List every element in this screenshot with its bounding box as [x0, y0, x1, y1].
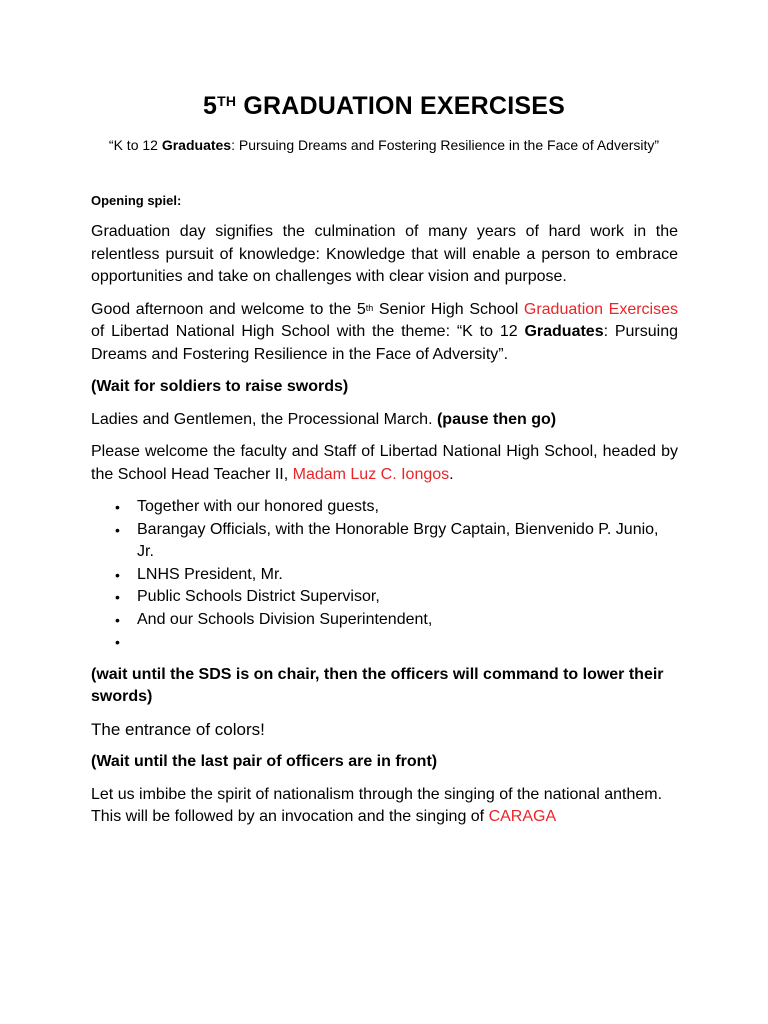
list-item: • Together with our honored guests,: [137, 496, 678, 519]
paragraph-anthem: [91, 784, 678, 829]
list-item: • LNHS President, Mr.: [137, 564, 678, 587]
document-content: [91, 193, 678, 839]
document-title: [0, 92, 768, 121]
anthem-text: Let us imbibe the spirit of nationalism through the singing of the national anthem. This will be followed by an invocation and the singing of: [91, 785, 663, 825]
theme-subtitle: [0, 137, 768, 153]
cue-raise-swords: (Wait for soldiers to raise swords): [91, 378, 349, 395]
caraga-highlight: CARAGA: [488, 808, 557, 825]
list-item: • Barangay Officials, with the Honorable Brgy Captain, Bienvenido P. Junio, Jr.: [137, 519, 678, 564]
opening-spiel-label: Opening spiel:: [91, 193, 182, 208]
paragraph-welcome: [91, 299, 678, 367]
theme-bold: Graduates: [161, 137, 232, 153]
paragraph-processional: [91, 409, 678, 432]
list-item: [137, 631, 678, 654]
cue-lower-swords: (wait until the SDS is on chair, then the officers will command to lower their swords): [91, 665, 664, 705]
theme-rest: : Pursuing Dreams and Fostering Resilience in the Face of Adversity”: [231, 137, 660, 153]
title-superscript: TH: [217, 93, 237, 109]
faculty-text: Please welcome the faculty and Staff of Libertad National High School, headed by the School Head Teacher II,: [91, 443, 678, 483]
welcome-text-d: : Pursuing Dreams and Fostering Resilience in the Face of Adversity”.: [91, 323, 679, 363]
welcome-superscript: th: [365, 302, 374, 313]
title-number: 5: [203, 92, 218, 120]
cue-officers-front: (Wait until the last pair of officers are in front): [91, 753, 438, 770]
welcome-bold: Graduates: [524, 323, 604, 340]
welcome-text-c: of Libertad National High School with the theme: “K to 12: [91, 323, 525, 340]
paragraph-colors: The entrance of colors!: [91, 719, 265, 739]
faculty-period: .: [449, 465, 454, 483]
welcome-text-b: Senior High School: [373, 300, 524, 318]
guest-list: [91, 496, 678, 654]
paragraph-faculty: [91, 441, 678, 486]
list-item: • And our Schools Division Superintendent,: [137, 609, 678, 632]
welcome-highlight: Graduation Exercises: [523, 300, 679, 318]
theme-open: “K to 12: [108, 137, 162, 153]
school-head-name: Madam Luz C. Iongos: [292, 465, 450, 483]
paragraph-intro: Graduation day signifies the culmination of many years of hard work in the relentless pursuit of knowledge: Knowledge that will enable a person to embrace opportunities and take on challenges with clear vision and purpose.: [91, 223, 678, 285]
title-text: GRADUATION EXERCISES: [236, 92, 565, 120]
processional-cue: (pause then go): [436, 410, 557, 428]
list-item: • Public Schools District Supervisor,: [137, 586, 678, 609]
processional-text: Ladies and Gentlemen, the Processional March.: [91, 410, 437, 428]
welcome-text-a: Good afternoon and welcome to the 5: [91, 300, 366, 318]
